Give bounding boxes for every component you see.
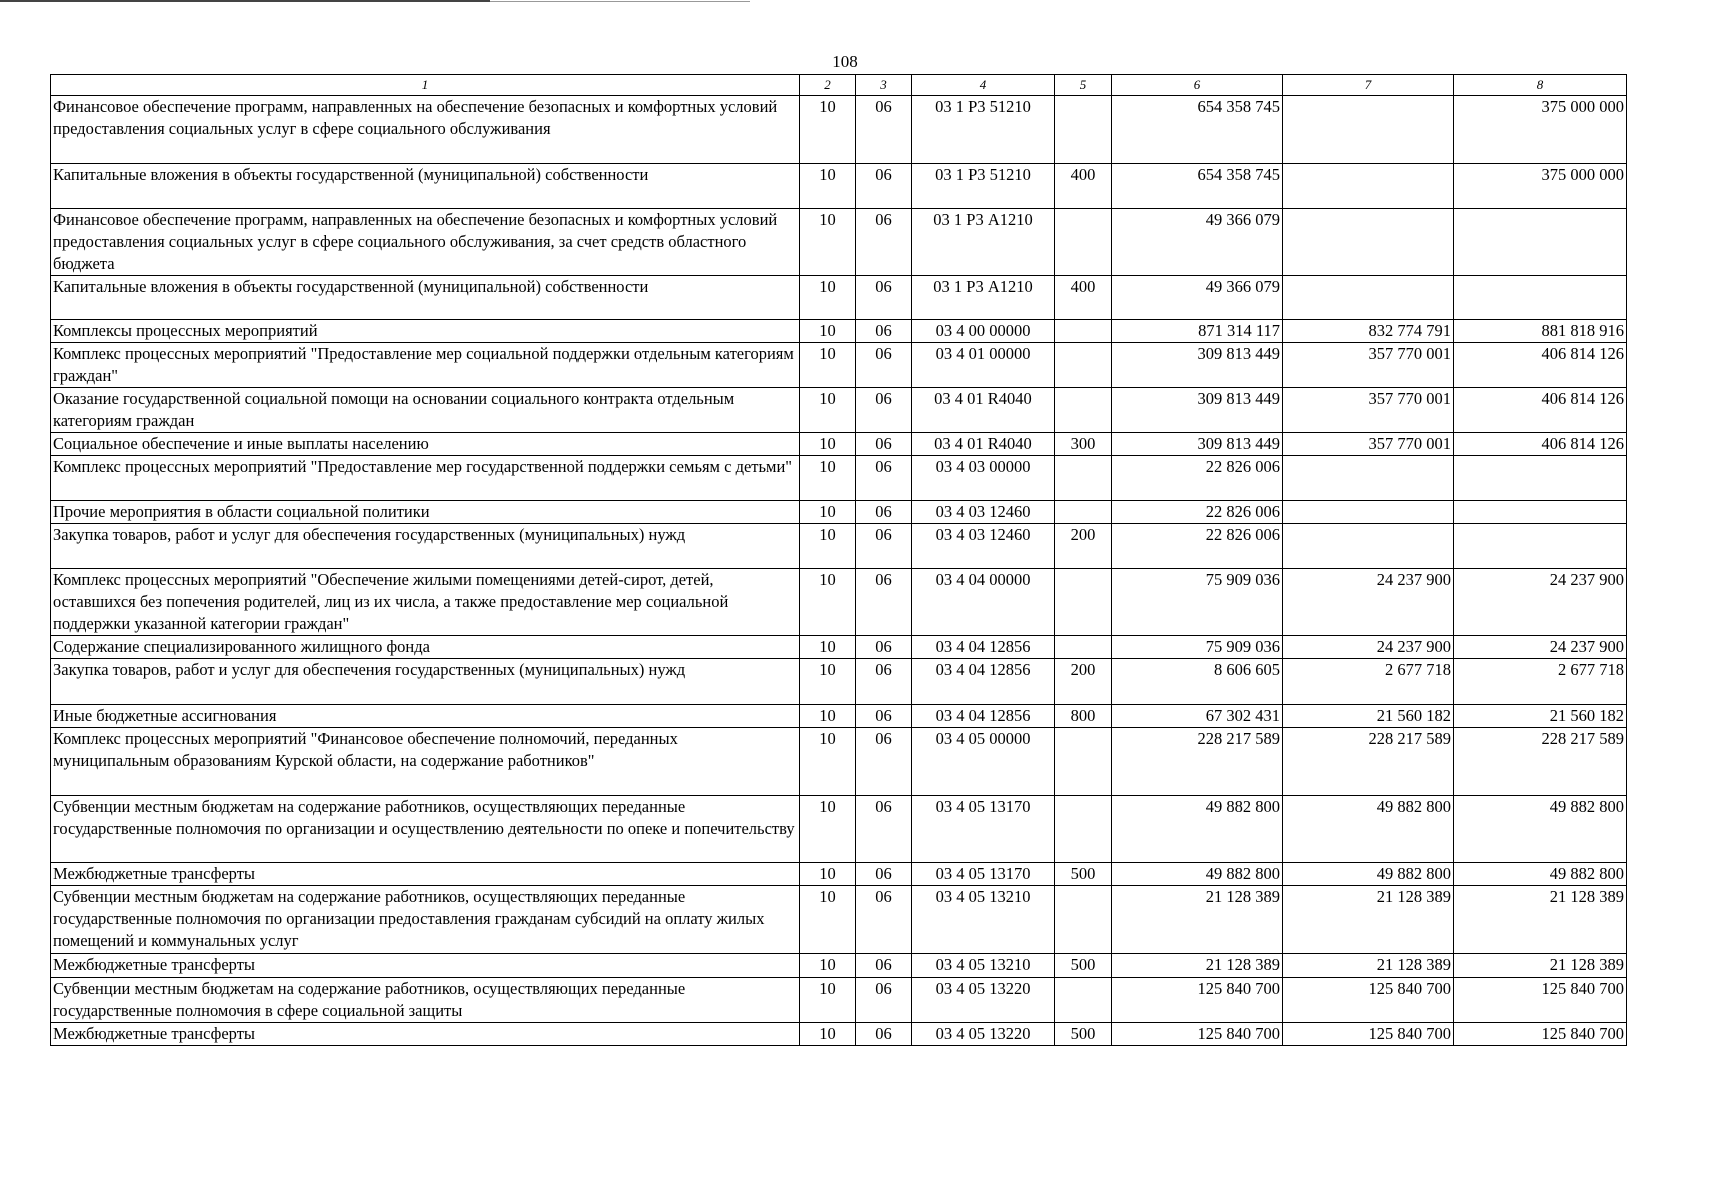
amount-year3-cell: 21 560 182 [1454, 705, 1627, 728]
subsection-code-cell: 06 [856, 320, 912, 343]
amount-year1-cell: 8 606 605 [1112, 659, 1283, 705]
subsection-code-cell: 06 [856, 501, 912, 524]
amount-year2-cell [1283, 524, 1454, 569]
subsection-code-cell: 06 [856, 96, 912, 164]
table-header [51, 75, 1627, 96]
section-code-cell: 10 [800, 978, 856, 1023]
target-article-cell: 03 4 04 12856 [912, 636, 1055, 659]
amount-year2-cell: 357 770 001 [1283, 388, 1454, 433]
amount-year3-cell: 125 840 700 [1454, 1023, 1627, 1046]
column-header: 6 [1112, 75, 1283, 96]
row-name-cell: Комплекс процессных мероприятий "Предоставление мер социальной поддержки отдельным категориям граждан" [51, 343, 800, 388]
row-name-cell: Субвенции местным бюджетам на содержание работников, осуществляющих переданные государственные полномочия по организации предоставления гражданам субсидий на оплату жилых помещений и коммунальных услуг [51, 886, 800, 954]
subsection-code-cell: 06 [856, 636, 912, 659]
table-row [51, 433, 1627, 456]
amount-year1-cell: 125 840 700 [1112, 1023, 1283, 1046]
table-body [51, 96, 1627, 1046]
target-article-cell: 03 4 05 13220 [912, 1023, 1055, 1046]
subsection-code-cell: 06 [856, 209, 912, 276]
table-row [51, 388, 1627, 433]
amount-year1-cell: 309 813 449 [1112, 388, 1283, 433]
amount-year3-cell: 24 237 900 [1454, 569, 1627, 636]
row-name-cell: Финансовое обеспечение программ, направленных на обеспечение безопасных и комфортных условий предоставления социальных услуг в сфере социального обслуживания [51, 96, 800, 164]
section-code-cell: 10 [800, 705, 856, 728]
subsection-code-cell: 06 [856, 659, 912, 705]
target-article-cell: 03 4 01 R4040 [912, 433, 1055, 456]
amount-year1-cell: 49 366 079 [1112, 209, 1283, 276]
expense-type-cell: 500 [1055, 863, 1112, 886]
target-article-cell: 03 4 05 13170 [912, 863, 1055, 886]
target-article-cell: 03 4 03 12460 [912, 501, 1055, 524]
row-name-cell: Закупка товаров, работ и услуг для обеспечения государственных (муниципальных) нужд [51, 524, 800, 569]
subsection-code-cell: 06 [856, 863, 912, 886]
row-name-cell: Капитальные вложения в объекты государственной (муниципальной) собственности [51, 276, 800, 320]
table-row [51, 1023, 1627, 1046]
section-code-cell: 10 [800, 524, 856, 569]
amount-year1-cell: 21 128 389 [1112, 886, 1283, 954]
amount-year2-cell: 357 770 001 [1283, 343, 1454, 388]
table-row [51, 636, 1627, 659]
table-row [51, 796, 1627, 863]
target-article-cell: 03 4 00 00000 [912, 320, 1055, 343]
expense-type-cell: 200 [1055, 524, 1112, 569]
target-article-cell: 03 4 03 12460 [912, 524, 1055, 569]
section-code-cell: 10 [800, 456, 856, 501]
section-code-cell: 10 [800, 501, 856, 524]
section-code-cell: 10 [800, 209, 856, 276]
table-row [51, 164, 1627, 209]
subsection-code-cell: 06 [856, 433, 912, 456]
table-row [51, 886, 1627, 954]
amount-year2-cell: 228 217 589 [1283, 728, 1454, 796]
section-code-cell: 10 [800, 388, 856, 433]
amount-year2-cell: 21 128 389 [1283, 886, 1454, 954]
row-name-cell: Финансовое обеспечение программ, направленных на обеспечение безопасных и комфортных условий предоставления социальных услуг в сфере социального обслуживания, за счет средств областного бюджета [51, 209, 800, 276]
expense-type-cell [1055, 978, 1112, 1023]
subsection-code-cell: 06 [856, 276, 912, 320]
amount-year2-cell [1283, 164, 1454, 209]
amount-year1-cell: 654 358 745 [1112, 164, 1283, 209]
amount-year3-cell: 2 677 718 [1454, 659, 1627, 705]
target-article-cell: 03 1 Р3 А1210 [912, 209, 1055, 276]
target-article-cell: 03 4 01 R4040 [912, 388, 1055, 433]
amount-year1-cell: 309 813 449 [1112, 343, 1283, 388]
amount-year3-cell: 24 237 900 [1454, 636, 1627, 659]
subsection-code-cell: 06 [856, 343, 912, 388]
row-name-cell: Иные бюджетные ассигнования [51, 705, 800, 728]
amount-year1-cell: 654 358 745 [1112, 96, 1283, 164]
expense-type-cell [1055, 728, 1112, 796]
expense-type-cell [1055, 456, 1112, 501]
table-row [51, 954, 1627, 978]
amount-year3-cell: 881 818 916 [1454, 320, 1627, 343]
column-header: 3 [856, 75, 912, 96]
page-number: 108 [832, 52, 858, 71]
table-row [51, 569, 1627, 636]
target-article-cell: 03 4 04 12856 [912, 705, 1055, 728]
target-article-cell: 03 4 05 00000 [912, 728, 1055, 796]
section-code-cell: 10 [800, 796, 856, 863]
column-header: 2 [800, 75, 856, 96]
amount-year2-cell: 24 237 900 [1283, 569, 1454, 636]
table-row [51, 705, 1627, 728]
amount-year2-cell: 832 774 791 [1283, 320, 1454, 343]
scan-edge-line [0, 0, 490, 2]
amount-year2-cell: 357 770 001 [1283, 433, 1454, 456]
target-article-cell: 03 1 Р3 А1210 [912, 276, 1055, 320]
expense-type-cell: 400 [1055, 276, 1112, 320]
section-code-cell: 10 [800, 569, 856, 636]
section-code-cell: 10 [800, 96, 856, 164]
section-code-cell: 10 [800, 636, 856, 659]
amount-year1-cell: 75 909 036 [1112, 569, 1283, 636]
expense-type-cell [1055, 569, 1112, 636]
amount-year2-cell: 21 560 182 [1283, 705, 1454, 728]
amount-year1-cell: 67 302 431 [1112, 705, 1283, 728]
amount-year3-cell: 406 814 126 [1454, 388, 1627, 433]
amount-year3-cell: 406 814 126 [1454, 433, 1627, 456]
scan-edge-line [490, 1, 750, 2]
amount-year3-cell: 406 814 126 [1454, 343, 1627, 388]
amount-year1-cell: 22 826 006 [1112, 524, 1283, 569]
amount-year3-cell: 49 882 800 [1454, 863, 1627, 886]
target-article-cell: 03 4 05 13170 [912, 796, 1055, 863]
subsection-code-cell: 06 [856, 728, 912, 796]
table-row [51, 863, 1627, 886]
amount-year2-cell: 24 237 900 [1283, 636, 1454, 659]
table-row [51, 456, 1627, 501]
expense-type-cell: 500 [1055, 954, 1112, 978]
table-row [51, 659, 1627, 705]
subsection-code-cell: 06 [856, 524, 912, 569]
amount-year2-cell [1283, 209, 1454, 276]
row-name-cell: Субвенции местным бюджетам на содержание работников, осуществляющих переданные государственные полномочия в сфере социальной защиты [51, 978, 800, 1023]
amount-year3-cell [1454, 524, 1627, 569]
expense-type-cell [1055, 209, 1112, 276]
amount-year3-cell [1454, 209, 1627, 276]
amount-year3-cell [1454, 456, 1627, 501]
amount-year1-cell: 125 840 700 [1112, 978, 1283, 1023]
amount-year3-cell: 125 840 700 [1454, 978, 1627, 1023]
amount-year1-cell: 22 826 006 [1112, 456, 1283, 501]
expense-type-cell [1055, 636, 1112, 659]
row-name-cell: Закупка товаров, работ и услуг для обеспечения государственных (муниципальных) нужд [51, 659, 800, 705]
table-row [51, 728, 1627, 796]
expense-type-cell: 800 [1055, 705, 1112, 728]
row-name-cell: Комплекс процессных мероприятий "Обеспечение жилыми помещениями детей-сирот, детей, оставшихся без попечения родителей, лиц из их числа, а также предоставление мер социальной поддержки указанной категории граждан" [51, 569, 800, 636]
column-number-row [51, 75, 1627, 96]
amount-year1-cell: 21 128 389 [1112, 954, 1283, 978]
section-code-cell: 10 [800, 1023, 856, 1046]
column-header: 5 [1055, 75, 1112, 96]
row-name-cell: Межбюджетные трансферты [51, 863, 800, 886]
amount-year1-cell: 309 813 449 [1112, 433, 1283, 456]
amount-year2-cell [1283, 456, 1454, 501]
section-code-cell: 10 [800, 320, 856, 343]
subsection-code-cell: 06 [856, 1023, 912, 1046]
amount-year2-cell: 49 882 800 [1283, 796, 1454, 863]
amount-year1-cell: 22 826 006 [1112, 501, 1283, 524]
target-article-cell: 03 4 05 13210 [912, 886, 1055, 954]
row-name-cell: Содержание специализированного жилищного фонда [51, 636, 800, 659]
expense-type-cell: 500 [1055, 1023, 1112, 1046]
table-row [51, 96, 1627, 164]
target-article-cell: 03 4 01 00000 [912, 343, 1055, 388]
amount-year1-cell: 228 217 589 [1112, 728, 1283, 796]
target-article-cell: 03 1 Р3 51210 [912, 164, 1055, 209]
amount-year1-cell: 75 909 036 [1112, 636, 1283, 659]
target-article-cell: 03 1 Р3 51210 [912, 96, 1055, 164]
section-code-cell: 10 [800, 954, 856, 978]
table-row [51, 209, 1627, 276]
table-row [51, 276, 1627, 320]
table-row [51, 524, 1627, 569]
subsection-code-cell: 06 [856, 569, 912, 636]
table-row [51, 343, 1627, 388]
expense-type-cell [1055, 343, 1112, 388]
amount-year2-cell: 125 840 700 [1283, 978, 1454, 1023]
subsection-code-cell: 06 [856, 705, 912, 728]
subsection-code-cell: 06 [856, 164, 912, 209]
subsection-code-cell: 06 [856, 886, 912, 954]
table-row [51, 978, 1627, 1023]
expense-type-cell [1055, 320, 1112, 343]
amount-year3-cell: 21 128 389 [1454, 886, 1627, 954]
row-name-cell: Комплекс процессных мероприятий "Финансовое обеспечение полномочий, переданных муниципальным образованиям Курской области, на содержание работников" [51, 728, 800, 796]
expense-type-cell: 200 [1055, 659, 1112, 705]
section-code-cell: 10 [800, 863, 856, 886]
expense-type-cell [1055, 388, 1112, 433]
target-article-cell: 03 4 05 13220 [912, 978, 1055, 1023]
subsection-code-cell: 06 [856, 796, 912, 863]
amount-year2-cell: 2 677 718 [1283, 659, 1454, 705]
amount-year1-cell: 871 314 117 [1112, 320, 1283, 343]
amount-year3-cell: 21 128 389 [1454, 954, 1627, 978]
amount-year3-cell: 375 000 000 [1454, 164, 1627, 209]
target-article-cell: 03 4 03 00000 [912, 456, 1055, 501]
subsection-code-cell: 06 [856, 388, 912, 433]
amount-year3-cell [1454, 276, 1627, 320]
row-name-cell: Межбюджетные трансферты [51, 954, 800, 978]
target-article-cell: 03 4 04 12856 [912, 659, 1055, 705]
row-name-cell: Капитальные вложения в объекты государственной (муниципальной) собственности [51, 164, 800, 209]
section-code-cell: 10 [800, 886, 856, 954]
amount-year2-cell: 21 128 389 [1283, 954, 1454, 978]
column-header: 7 [1283, 75, 1454, 96]
expense-type-cell [1055, 886, 1112, 954]
target-article-cell: 03 4 05 13210 [912, 954, 1055, 978]
amount-year2-cell [1283, 276, 1454, 320]
column-header: 4 [912, 75, 1055, 96]
amount-year3-cell: 49 882 800 [1454, 796, 1627, 863]
amount-year3-cell: 375 000 000 [1454, 96, 1627, 164]
amount-year1-cell: 49 366 079 [1112, 276, 1283, 320]
budget-table [50, 74, 1627, 1046]
row-name-cell: Межбюджетные трансферты [51, 1023, 800, 1046]
row-name-cell: Комплексы процессных мероприятий [51, 320, 800, 343]
row-name-cell: Комплекс процессных мероприятий "Предоставление мер государственной поддержки семьям с детьми" [51, 456, 800, 501]
amount-year2-cell: 125 840 700 [1283, 1023, 1454, 1046]
amount-year2-cell [1283, 501, 1454, 524]
subsection-code-cell: 06 [856, 954, 912, 978]
table-row [51, 501, 1627, 524]
section-code-cell: 10 [800, 659, 856, 705]
section-code-cell: 10 [800, 164, 856, 209]
section-code-cell: 10 [800, 728, 856, 796]
expense-type-cell: 400 [1055, 164, 1112, 209]
row-name-cell: Социальное обеспечение и иные выплаты населению [51, 433, 800, 456]
column-header: 1 [51, 75, 800, 96]
amount-year2-cell [1283, 96, 1454, 164]
section-code-cell: 10 [800, 343, 856, 388]
expense-type-cell [1055, 96, 1112, 164]
row-name-cell: Субвенции местным бюджетам на содержание работников, осуществляющих переданные государственные полномочия по организации и осуществлению деятельности по опеке и попечительству [51, 796, 800, 863]
expense-type-cell [1055, 796, 1112, 863]
section-code-cell: 10 [800, 276, 856, 320]
row-name-cell: Прочие мероприятия в области социальной политики [51, 501, 800, 524]
subsection-code-cell: 06 [856, 456, 912, 501]
section-code-cell: 10 [800, 433, 856, 456]
expense-type-cell [1055, 501, 1112, 524]
row-name-cell: Оказание государственной социальной помощи на основании социального контракта отдельным категориям граждан [51, 388, 800, 433]
amount-year3-cell: 228 217 589 [1454, 728, 1627, 796]
amount-year2-cell: 49 882 800 [1283, 863, 1454, 886]
target-article-cell: 03 4 04 00000 [912, 569, 1055, 636]
column-header: 8 [1454, 75, 1627, 96]
amount-year3-cell [1454, 501, 1627, 524]
subsection-code-cell: 06 [856, 978, 912, 1023]
table-row [51, 320, 1627, 343]
amount-year1-cell: 49 882 800 [1112, 796, 1283, 863]
expense-type-cell: 300 [1055, 433, 1112, 456]
amount-year1-cell: 49 882 800 [1112, 863, 1283, 886]
